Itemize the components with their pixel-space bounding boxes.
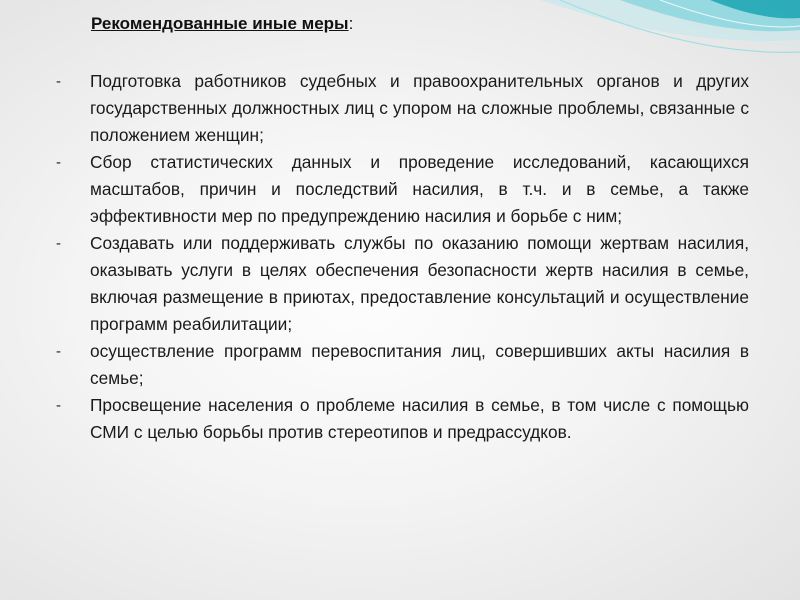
bullet-dash: - [56,397,61,414]
list-item [56,149,749,230]
list-item [56,338,749,392]
list-item-text: Сбор статистических данных и проведение исследований, касающихся масштабов, причин и последствий насилия, в т.ч. и в семье, а также эффективности мер по предупреждению насилия и борьбе с ним; [90,152,749,226]
slide-title-text: Рекомендованные иные меры [91,14,349,33]
measures-list [56,68,749,446]
bullet-dash: - [56,343,61,360]
list-item-text: Создавать или поддерживать службы по оказанию помощи жертвам насилия, оказывать услуги в целях обеспечения безопасности жертв насилия в семье, включая размещение в приютах, предоставление консультаций и осуществление программ реабилитации; [90,233,749,334]
slide-title-colon: : [348,14,354,33]
list-item [56,392,749,446]
bullet-dash: - [56,235,61,252]
list-item-text: осуществление программ перевоспитания лиц, совершивших акты насилия в семье; [90,341,749,388]
bullet-dash: - [56,154,61,171]
list-item-text: Подготовка работников судебных и правоохранительных органов и других государственных должностных лиц с упором на сложные проблемы, связанные с положением женщин; [90,71,749,145]
list-item [56,68,749,149]
slide-title [91,14,353,34]
list-item [56,230,749,338]
bullet-dash: - [56,73,61,90]
list-item-text: Просвещение населения о проблеме насилия в семье, в том числе с помощью СМИ с целью борьбы против стереотипов и предрассудков. [90,395,749,442]
